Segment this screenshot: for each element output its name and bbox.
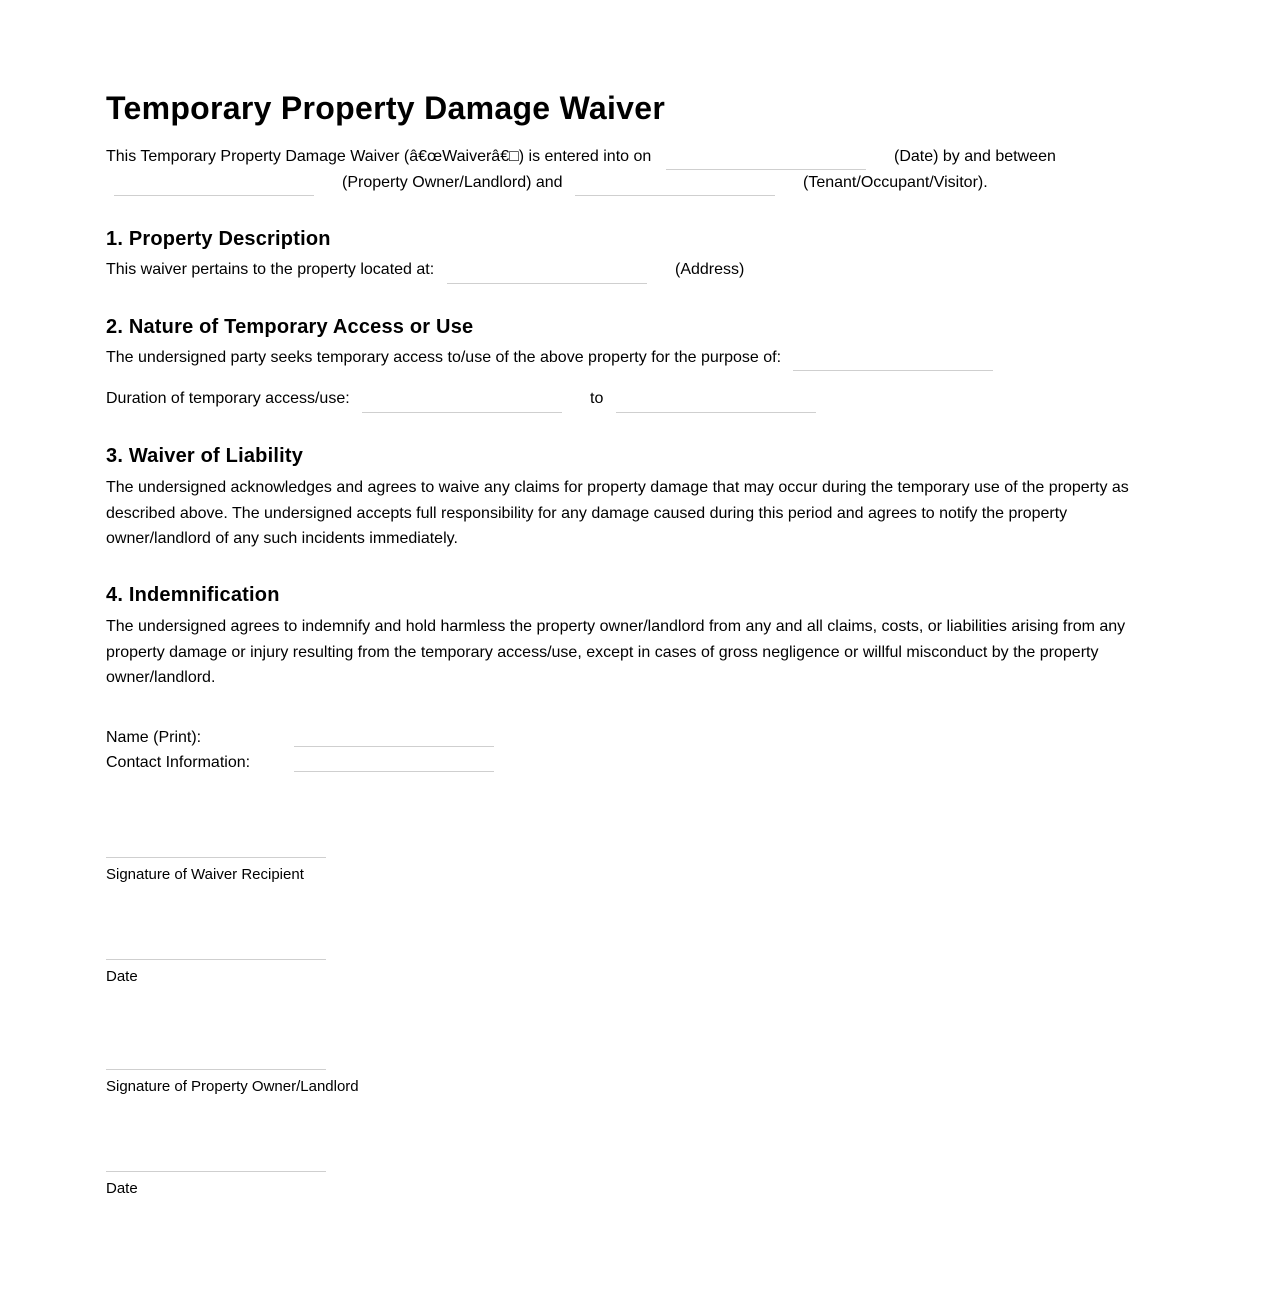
address-label: (Address) (675, 261, 745, 278)
waiver-of-liability-text: The undersigned acknowledges and agrees to waive any claims for property damage that may occur during the temporary use of the property as described above. The undersigned accepts full responsibility for any damage caused during this period and agrees to notify the property owner/landlord of any such incidents immediately. (106, 479, 1129, 547)
tenant-name-field[interactable] (575, 195, 775, 196)
tenant-label: (Tenant/Occupant/Visitor). (803, 174, 988, 191)
agreement-date-field[interactable] (666, 169, 866, 170)
date-label: (Date) by and between (894, 148, 1056, 165)
duration-start-field[interactable] (362, 412, 562, 413)
recipient-signature-line[interactable] (106, 857, 326, 858)
owner-label: (Property Owner/Landlord) and (342, 174, 563, 191)
name-print-field[interactable] (294, 746, 494, 747)
duration-to-label: to (590, 390, 604, 407)
indemnification-text: The undersigned agrees to indemnify and hold harmless the property owner/landlord from any and all claims, costs, or liabilities arising from any property damage or injury resulting from the temporary access/use, except in cases of gross negligence or willful misconduct by the property owner/landlord. (106, 618, 1126, 686)
duration-end-field[interactable] (616, 412, 816, 413)
duration-text: Duration of temporary access/use: (106, 390, 350, 407)
intro-text: This Temporary Property Damage Waiver (â€œWaiverâ€□) is entered into on (106, 148, 652, 165)
contact-info-label: Contact Information: (106, 754, 251, 771)
page-title: Temporary Property Damage Waiver (106, 90, 666, 126)
section-heading-property-description: 1. Property Description (106, 228, 331, 250)
contact-info-field[interactable] (294, 771, 494, 772)
property-location-text: This waiver pertains to the property located at: (106, 261, 435, 278)
recipient-date-label: Date (106, 968, 138, 985)
purpose-field[interactable] (793, 370, 993, 371)
owner-date-label: Date (106, 1180, 138, 1197)
recipient-date-line[interactable] (106, 959, 326, 960)
owner-signature-line[interactable] (106, 1069, 326, 1070)
section-heading-access-use: 2. Nature of Temporary Access or Use (106, 316, 474, 338)
address-field[interactable] (447, 283, 647, 284)
section-heading-waiver-of-liability: 3. Waiver of Liability (106, 445, 304, 467)
name-print-label: Name (Print): (106, 729, 202, 746)
owner-signature-label: Signature of Property Owner/Landlord (106, 1078, 359, 1095)
recipient-signature-label: Signature of Waiver Recipient (106, 866, 304, 883)
owner-name-field[interactable] (114, 195, 314, 196)
section-heading-indemnification: 4. Indemnification (106, 584, 280, 606)
owner-date-line[interactable] (106, 1171, 326, 1172)
purpose-text: The undersigned party seeks temporary access to/use of the above property for the purpose of: (106, 349, 782, 366)
